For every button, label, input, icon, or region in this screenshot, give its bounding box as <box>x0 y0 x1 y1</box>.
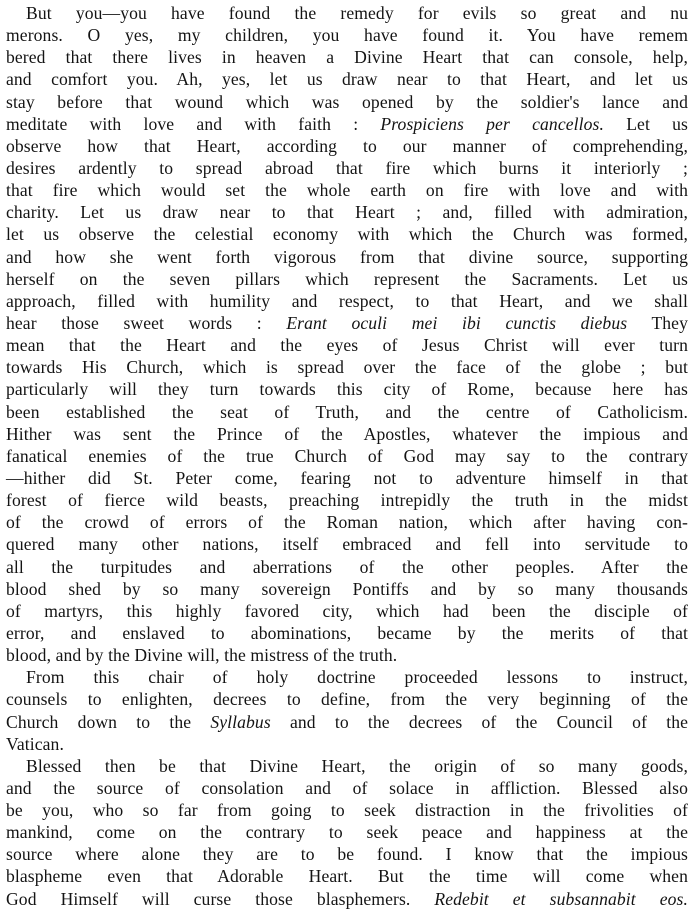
latin-quotation: Syllabus <box>210 711 271 732</box>
line-text: They <box>627 312 688 333</box>
text-line <box>6 135 688 157</box>
text-line <box>6 91 688 113</box>
text-line <box>6 223 688 245</box>
text-line <box>6 799 688 821</box>
line-text: charity. Let us draw near to that Heart ; and, filled with admiration, <box>6 202 688 223</box>
line-text: blood shed by so many sovereign Pontiffs and by so many thousands <box>6 578 688 599</box>
paragraph-2 <box>6 666 688 755</box>
line-text: Church down to the <box>6 711 211 732</box>
line-text: herself on the seven pillars which represent the Sacraments. Let us <box>6 268 688 289</box>
text-line <box>6 843 688 865</box>
text-line <box>6 401 688 423</box>
line-text: been established the seat of Truth, and the centre of Catholicism. <box>6 401 688 422</box>
line-text: be you, who so far from going to seek distraction in the frivolities of <box>6 800 688 821</box>
text-line <box>6 755 688 777</box>
text-line <box>6 334 688 356</box>
line-text: observe how that Heart, according to our manner of comprehending, <box>6 135 688 156</box>
text-line <box>6 533 688 555</box>
line-text: and the source of consolation and of solace in affliction. Blessed also <box>6 777 688 798</box>
line-text: counsels to enlighten, decrees to define, from the very beginning of the <box>6 689 688 710</box>
text-line <box>6 312 688 334</box>
line-text: Let us <box>603 113 688 134</box>
text-line <box>6 157 688 179</box>
line-text: and comfort you. Ah, yes, let us draw near to that Heart, and let us <box>6 69 688 90</box>
text-line <box>6 777 688 799</box>
line-text: approach, filled with humility and respect, to that Heart, and we shall <box>6 290 688 311</box>
paragraph-1 <box>6 2 688 666</box>
line-text: source where alone they are to be found. I know that the impious <box>6 844 688 865</box>
text-line <box>6 666 688 688</box>
line-text: quered many other nations, itself embraced and fell into servitude to <box>6 534 688 555</box>
line-text: stay before that wound which was opened by the soldier's lance and <box>6 91 688 112</box>
line-text: —hither did St. Peter come, fearing not to adventure himself in that <box>6 467 688 488</box>
line-text: merons. O yes, my children, you have found it. You have remem <box>6 25 688 46</box>
line-text: But you—you have found the remedy for evils so great and nu <box>26 3 688 23</box>
line-text: that fire which would set the whole earth on fire with love and with <box>6 180 688 201</box>
text-line <box>6 865 688 887</box>
line-text: fanatical enemies of the true Church of God may say to the contrary <box>6 445 688 466</box>
text-line <box>6 733 688 755</box>
text-line <box>6 688 688 710</box>
line-text: and how she went forth vigorous from that divine source, supporting <box>6 246 688 267</box>
text-line <box>6 24 688 46</box>
text-line <box>6 290 688 312</box>
text-line <box>6 467 688 489</box>
text-line <box>6 68 688 90</box>
text-line <box>6 600 688 622</box>
line-text: forest of fierce wild beasts, preaching intrepidly the truth in the midst <box>6 490 688 511</box>
line-text: desires ardently to spread abroad that fire which burns it interiorly ; <box>6 157 688 178</box>
text-line <box>6 888 688 910</box>
text-line <box>6 578 688 600</box>
line-text: Vatican. <box>6 733 64 754</box>
text-line <box>6 113 688 135</box>
line-text: of martyrs, this highly favored city, which had been the disciple of <box>6 600 688 621</box>
latin-quotation: Erant oculi mei ibi cunctis diebus <box>286 312 628 333</box>
text-line <box>6 489 688 511</box>
latin-quotation: Redebit et subsannabit eos. <box>434 888 688 909</box>
text-line <box>6 445 688 467</box>
line-text: Hither was sent the Prince of the Apostles, whatever the impious and <box>6 423 688 444</box>
text-line <box>6 644 688 666</box>
line-text: particularly will they turn towards this city of Rome, because here has <box>6 379 688 400</box>
line-text: bered that there lives in heaven a Divine Heart that can console, help, <box>6 47 688 68</box>
text-line <box>6 179 688 201</box>
line-text: of the crowd of errors of the Roman nation, which after having con- <box>6 512 688 533</box>
line-text: From this chair of holy doctrine proceeded lessons to instruct, <box>26 667 688 688</box>
text-line <box>6 622 688 644</box>
line-text: blaspheme even that Adorable Heart. But the time will come when <box>6 866 688 887</box>
line-text: towards His Church, which is spread over the face of the globe ; but <box>6 357 688 378</box>
line-text: error, and enslaved to abominations, became by the merits of that <box>6 622 688 643</box>
text-line <box>6 46 688 68</box>
line-text: hear those sweet words : <box>6 312 287 333</box>
text-line <box>6 356 688 378</box>
line-text: meditate with love and with faith : <box>6 113 381 134</box>
paragraph-3 <box>6 755 688 910</box>
text-line <box>6 821 688 843</box>
text-line <box>6 511 688 533</box>
line-text: mean that the Heart and the eyes of Jesus Christ will ever turn <box>6 335 688 356</box>
text-line <box>6 711 688 733</box>
latin-quotation: Prospiciens per cancellos. <box>380 113 604 134</box>
text-line <box>6 2 688 24</box>
line-text: mankind, come on the contrary to seek peace and happiness at the <box>6 822 688 843</box>
line-text: and to the decrees of the Council of the <box>270 711 689 732</box>
document-page <box>6 2 688 910</box>
line-text: God Himself will curse those blasphemers. <box>6 888 435 909</box>
line-text: let us observe the celestial economy with which the Church was formed, <box>6 224 688 245</box>
text-line <box>6 423 688 445</box>
line-text: all the turpitudes and aberrations of the other peoples. After the <box>6 556 688 577</box>
line-text: blood, and by the Divine will, the mistress of the truth. <box>6 645 398 666</box>
line-text: Blessed then be that Divine Heart, the origin of so many goods, <box>26 755 688 776</box>
text-line <box>6 378 688 400</box>
text-line <box>6 246 688 268</box>
text-line <box>6 268 688 290</box>
text-line <box>6 201 688 223</box>
text-line <box>6 556 688 578</box>
